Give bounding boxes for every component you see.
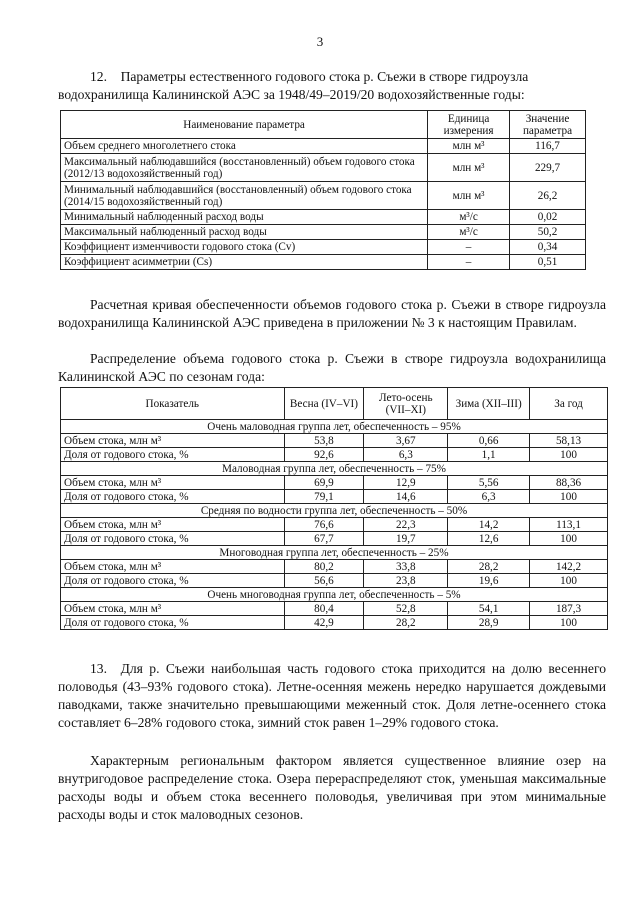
row-value: 6,3 bbox=[364, 448, 448, 462]
table-row bbox=[61, 240, 586, 255]
header-year: За год bbox=[530, 388, 608, 420]
row-value: 80,2 bbox=[284, 560, 364, 574]
table-row bbox=[61, 574, 608, 588]
row-value: 5,56 bbox=[448, 476, 530, 490]
table-row bbox=[61, 616, 608, 630]
param-name: Максимальный наблюдавшийся (восстановленный) объем годового стока (2012/13 водохозяйственный год) bbox=[61, 154, 428, 182]
header-unit: Единица измерения bbox=[428, 111, 510, 139]
row-value: 79,1 bbox=[284, 490, 364, 504]
row-value: 19,7 bbox=[364, 532, 448, 546]
row-value: 69,9 bbox=[284, 476, 364, 490]
row-value: 6,3 bbox=[448, 490, 530, 504]
row-label: Доля от годового стока, % bbox=[61, 532, 285, 546]
param-unit: м³/с bbox=[428, 225, 510, 240]
row-value: 12,9 bbox=[364, 476, 448, 490]
table-row bbox=[61, 560, 608, 574]
row-label: Доля от годового стока, % bbox=[61, 574, 285, 588]
parameters-table bbox=[60, 110, 586, 270]
row-label: Доля от годового стока, % bbox=[61, 616, 285, 630]
section-12-line1: 12. Параметры естественного годового стока р. Съежи в створе гидроузла bbox=[90, 69, 529, 84]
param-value: 0,34 bbox=[510, 240, 586, 255]
group-title: Многоводная группа лет, обеспеченность – 25% bbox=[61, 546, 608, 560]
table-row bbox=[61, 139, 586, 154]
distribution-paragraph: Распределение объема годового стока р. Съежи в створе гидроузла водохранилища Калининской АЭС по сезонам года: bbox=[58, 351, 606, 384]
table-row bbox=[61, 154, 586, 182]
row-value: 100 bbox=[530, 616, 608, 630]
section-12-line2: водохранилища Калининской АЭС за 1948/49–2019/20 водохозяйственные годы: bbox=[58, 87, 525, 102]
group-header-row bbox=[61, 546, 608, 560]
param-name: Коэффициент изменчивости годового стока (Cv) bbox=[61, 240, 428, 255]
row-value: 22,3 bbox=[364, 518, 448, 532]
row-value: 88,36 bbox=[530, 476, 608, 490]
row-value: 52,8 bbox=[364, 602, 448, 616]
param-unit: м³/с bbox=[428, 210, 510, 225]
header-summer-autumn: Лето-осень (VII–XI) bbox=[364, 388, 448, 420]
table-row bbox=[61, 602, 608, 616]
row-value: 76,6 bbox=[284, 518, 364, 532]
group-title: Средняя по водности группа лет, обеспеченность – 50% bbox=[61, 504, 608, 518]
row-value: 113,1 bbox=[530, 518, 608, 532]
param-unit: млн м³ bbox=[428, 139, 510, 154]
row-label: Объем стока, млн м³ bbox=[61, 434, 285, 448]
row-value: 54,1 bbox=[448, 602, 530, 616]
row-label: Доля от годового стока, % bbox=[61, 490, 285, 504]
param-unit: – bbox=[428, 255, 510, 270]
regional-factor-paragraph: Характерным региональным фактором является существенное влияние озер на внутригодовое распределение стока. Озера перераспределяют сток, уменьшая максимальные расходы воды и объем стока весеннего половодья, увеличивая при этом минимальные расходы воды и сток маловодных сезонов. bbox=[58, 753, 606, 822]
row-value: 12,6 bbox=[448, 532, 530, 546]
row-value: 92,6 bbox=[284, 448, 364, 462]
seasonal-table-header bbox=[61, 388, 608, 420]
param-value: 50,2 bbox=[510, 225, 586, 240]
header-param-name: Наименование параметра bbox=[61, 111, 428, 139]
row-value: 1,1 bbox=[448, 448, 530, 462]
parameters-table-header bbox=[61, 111, 586, 139]
row-value: 3,67 bbox=[364, 434, 448, 448]
row-label: Объем стока, млн м³ bbox=[61, 560, 285, 574]
seasonal-table bbox=[60, 387, 608, 630]
row-label: Доля от годового стока, % bbox=[61, 448, 285, 462]
group-header-row bbox=[61, 504, 608, 518]
group-title: Очень маловодная группа лет, обеспеченность – 95% bbox=[61, 420, 608, 434]
section-13-paragraph: 13. Для р. Съежи наибольшая часть годового стока приходится на долю весеннего половодья (43–93% годового стока). Летне-осенняя межень нередко нарушается дождевыми паводками, также значительно превышающими меженный сток. Доля летне-осеннего стока составляет 6–28% годового стока, зимний сток равен 1–29% годового стока. bbox=[58, 661, 606, 730]
row-value: 142,2 bbox=[530, 560, 608, 574]
row-value: 67,7 bbox=[284, 532, 364, 546]
section-12-heading bbox=[58, 68, 606, 104]
table-row bbox=[61, 210, 586, 225]
row-value: 100 bbox=[530, 532, 608, 546]
table-row bbox=[61, 476, 608, 490]
row-value: 56,6 bbox=[284, 574, 364, 588]
row-value: 33,8 bbox=[364, 560, 448, 574]
row-label: Объем стока, млн м³ bbox=[61, 602, 285, 616]
param-value: 26,2 bbox=[510, 182, 586, 210]
row-label: Объем стока, млн м³ bbox=[61, 518, 285, 532]
header-indicator: Показатель bbox=[61, 388, 285, 420]
param-value: 0,02 bbox=[510, 210, 586, 225]
row-label: Объем стока, млн м³ bbox=[61, 476, 285, 490]
group-title: Очень многоводная группа лет, обеспеченность – 5% bbox=[61, 588, 608, 602]
param-name: Максимальный наблюденный расход воды bbox=[61, 225, 428, 240]
row-value: 14,6 bbox=[364, 490, 448, 504]
table-row bbox=[61, 490, 608, 504]
group-header-row bbox=[61, 462, 608, 476]
row-value: 80,4 bbox=[284, 602, 364, 616]
table-row bbox=[61, 518, 608, 532]
header-spring: Весна (IV–VI) bbox=[284, 388, 364, 420]
table-row bbox=[61, 448, 608, 462]
param-unit: млн м³ bbox=[428, 154, 510, 182]
param-value: 229,7 bbox=[510, 154, 586, 182]
row-value: 53,8 bbox=[284, 434, 364, 448]
curve-paragraph: Расчетная кривая обеспеченности объемов годового стока р. Съежи в створе гидроузла водохранилища Калининской АЭС приведена в приложении № 3 к настоящим Правилам. bbox=[58, 297, 606, 330]
page-number: 3 bbox=[316, 34, 324, 49]
row-value: 100 bbox=[530, 490, 608, 504]
row-value: 28,2 bbox=[364, 616, 448, 630]
row-value: 28,9 bbox=[448, 616, 530, 630]
row-value: 19,6 bbox=[448, 574, 530, 588]
table-row bbox=[61, 434, 608, 448]
param-name: Минимальный наблюдавшийся (восстановленный) объем годового стока (2014/15 водохозяйственный год) bbox=[61, 182, 428, 210]
param-unit: млн м³ bbox=[428, 182, 510, 210]
group-header-row bbox=[61, 420, 608, 434]
param-value: 116,7 bbox=[510, 139, 586, 154]
param-name: Коэффициент асимметрии (Cs) bbox=[61, 255, 428, 270]
row-value: 100 bbox=[530, 448, 608, 462]
param-unit: – bbox=[428, 240, 510, 255]
row-value: 58,13 bbox=[530, 434, 608, 448]
row-value: 42,9 bbox=[284, 616, 364, 630]
row-value: 28,2 bbox=[448, 560, 530, 574]
row-value: 23,8 bbox=[364, 574, 448, 588]
table-row bbox=[61, 255, 586, 270]
group-title: Маловодная группа лет, обеспеченность – 75% bbox=[61, 462, 608, 476]
param-name: Минимальный наблюденный расход воды bbox=[61, 210, 428, 225]
param-name: Объем среднего многолетнего стока bbox=[61, 139, 428, 154]
group-header-row bbox=[61, 588, 608, 602]
row-value: 100 bbox=[530, 574, 608, 588]
table-row bbox=[61, 182, 586, 210]
header-winter: Зима (XII–III) bbox=[448, 388, 530, 420]
row-value: 0,66 bbox=[448, 434, 530, 448]
header-value: Значение параметра bbox=[510, 111, 586, 139]
row-value: 14,2 bbox=[448, 518, 530, 532]
table-row bbox=[61, 225, 586, 240]
row-value: 187,3 bbox=[530, 602, 608, 616]
param-value: 0,51 bbox=[510, 255, 586, 270]
table-row bbox=[61, 532, 608, 546]
